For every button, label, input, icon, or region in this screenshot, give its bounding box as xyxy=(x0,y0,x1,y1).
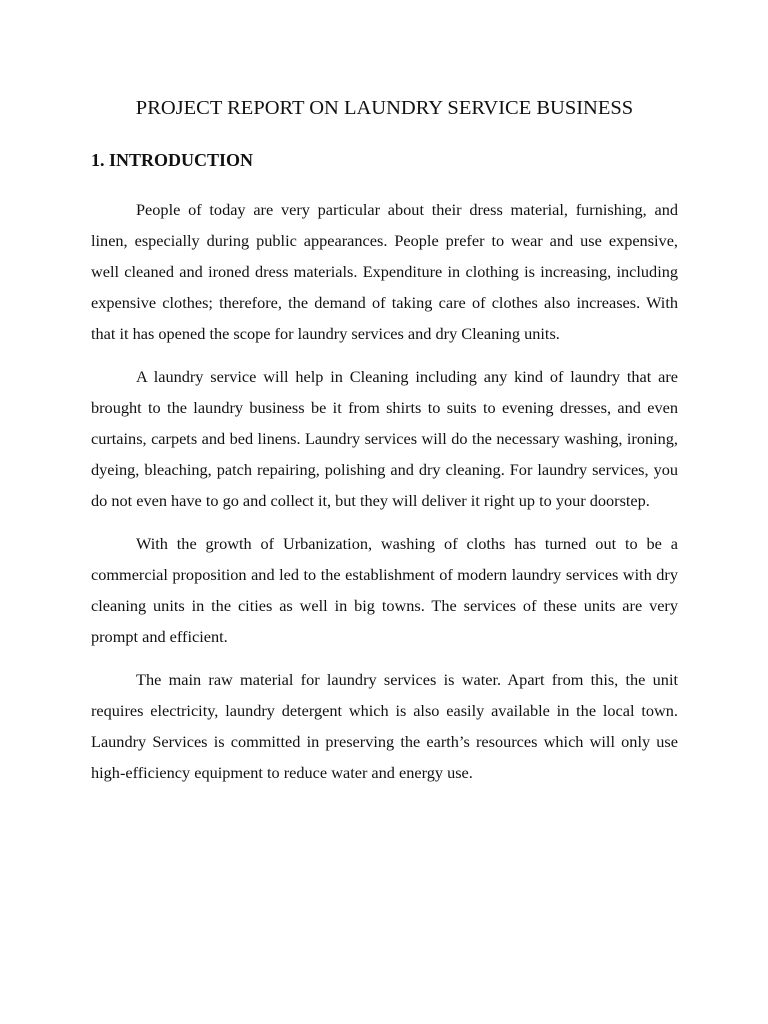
document-title: PROJECT REPORT ON LAUNDRY SERVICE BUSINESS xyxy=(135,97,634,119)
paragraph-3: With the growth of Urbanization, washing of cloths has turned out to be a commercial proposition and led to the establishment of modern laundry services with dry cleaning units in the cities as well in big towns. The services of these units are very prompt and efficient. xyxy=(91,534,678,646)
section-heading-introduction: 1. INTRODUCTION xyxy=(91,150,254,170)
paragraph-4: The main raw material for laundry services is water. Apart from this, the unit requires electricity, laundry detergent which is also easily available in the local town. Laundry Services is committed in preserving the earth’s resources which will only use high-efficiency equipment to reduce water and energy use. xyxy=(91,670,678,782)
paragraph-1: People of today are very particular about their dress material, furnishing, and linen, especially during public appearances. People prefer to wear and use expensive, well cleaned and ironed dress materials. Expenditure in clothing is increasing, including expensive clothes; therefore, the demand of taking care of clothes also increases. With that it has opened the scope for laundry services and dry Cleaning units. xyxy=(91,200,678,343)
paragraph-2: A laundry service will help in Cleaning including any kind of laundry that are brought to the laundry business be it from shirts to suits to evening dresses, and even curtains, carpets and bed linens. Laundry services will do the necessary washing, ironing, dyeing, bleaching, patch repairing, polishing and dry cleaning. For laundry services, you do not even have to go and collect it, but they will deliver it right up to your doorstep. xyxy=(91,367,678,510)
